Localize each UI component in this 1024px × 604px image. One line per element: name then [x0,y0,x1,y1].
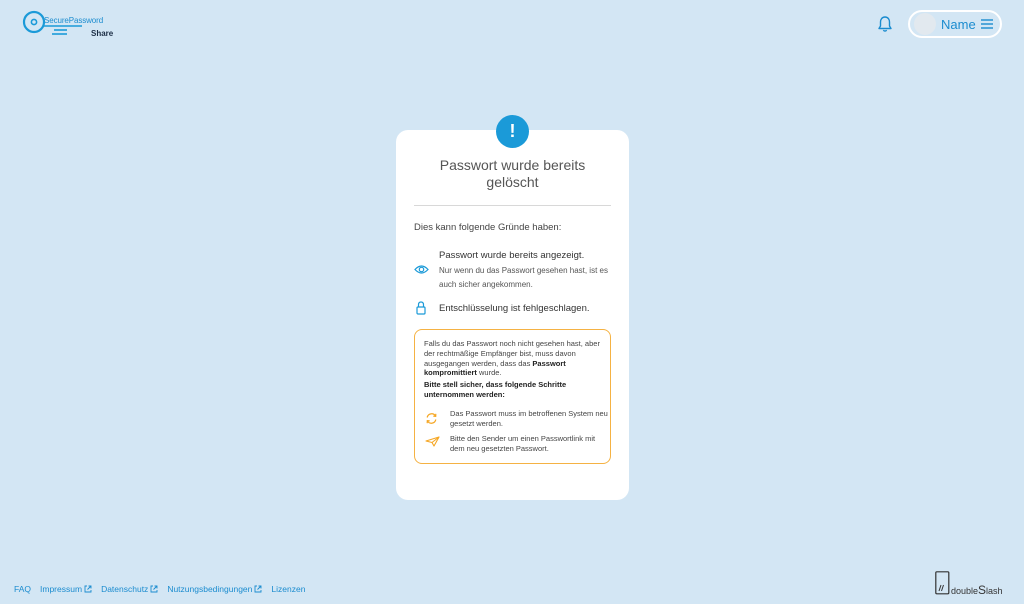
paper-plane-icon [425,436,440,447]
doubleslash-logo[interactable] [935,571,1015,595]
doubleslash-logo-icon [935,571,951,595]
external-link-icon [150,585,158,593]
footer-link-impressum[interactable]: Impressum [40,584,92,594]
securepassword-share-logo[interactable] [22,8,112,40]
password-deleted-card [396,121,629,500]
bell-icon[interactable] [877,15,893,33]
warning-text: Falls du das Passwort noch nicht gesehen hast, aber der rechtmäßige Empfänger bist, muss davon ausgegangen werden, dass das Passwort kompromittiert wurde. [424,339,600,378]
logo-text-bottom: Share [91,29,114,38]
footer-link-faq[interactable]: FAQ [14,584,32,594]
user-menu-button[interactable] [908,10,1002,38]
step-text: Das Passwort muss im betroffenen System neu gesetzt werden. [450,409,608,428]
footer-link-datenschutz[interactable]: Datenschutz [101,584,158,594]
lock-icon [416,301,426,315]
refresh-icon [425,412,438,425]
divider [414,205,611,206]
reasons-intro: Dies kann folgende Gründe haben: [414,222,562,233]
doubleslash-logo-text: doubleSlash [951,583,1003,597]
reason-title: Entschlüsselung ist fehlgeschlagen. [439,303,590,314]
footer-link-lizenzen[interactable]: Lizenzen [271,584,306,594]
compromise-warning-box [414,329,611,464]
external-link-icon [254,585,262,593]
external-link-icon [84,585,92,593]
reason-description: Nur wenn du das Passwort gesehen hast, ist es auch sicher angekommen. [439,266,608,289]
footer-links [14,584,314,594]
eye-icon [414,264,429,275]
card-title: Passwort wurde bereits gelöscht [439,157,586,190]
hamburger-menu-icon [981,19,993,29]
step-text: Bitte den Sender um einen Passwortlink mit dem neu gesetzten Passwort. [450,434,596,453]
logo-text-top: SecurePassword [44,16,104,25]
user-name: Name [941,16,976,32]
footer-link-nutzungsbedingungen[interactable]: Nutzungsbedingungen [167,584,262,594]
warning-steps-title: Bitte stell sicher, dass folgende Schritte unternommen werden: [424,380,567,399]
reason-title: Passwort wurde bereits angezeigt. [439,250,585,261]
exclamation-icon: ! [496,115,529,148]
avatar [914,13,936,35]
